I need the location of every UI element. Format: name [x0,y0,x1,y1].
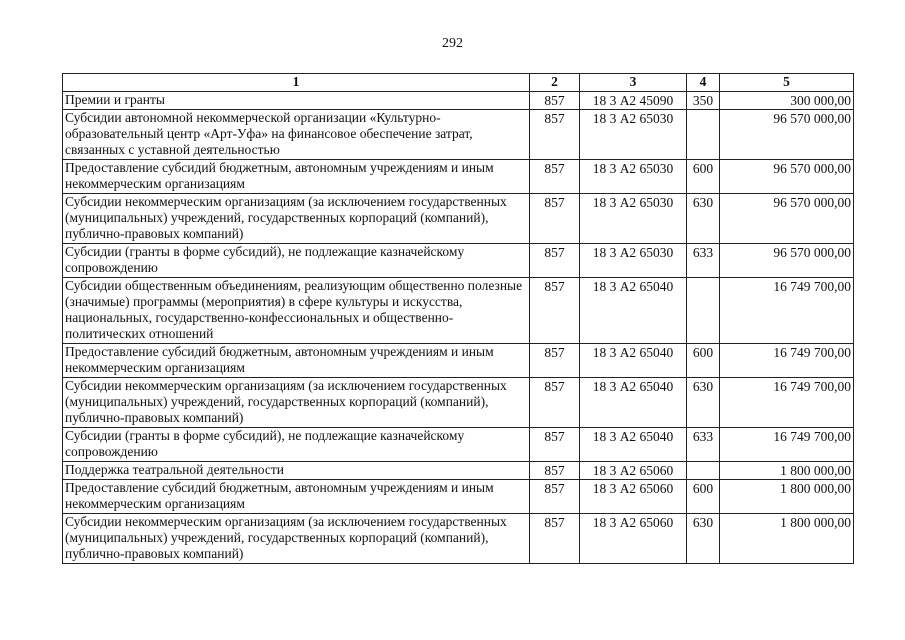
header-col-3: 3 [580,74,687,92]
row-code-cell: 857 [530,344,580,378]
row-article-cell: 18 3 А2 65060 [580,480,687,514]
row-code-cell: 857 [530,428,580,462]
row-type-cell: 350 [687,92,720,110]
row-name-cell: Премии и гранты [63,92,530,110]
row-amount-cell: 1 800 000,00 [720,514,854,564]
row-type-cell: 633 [687,428,720,462]
row-article-cell: 18 3 А2 65060 [580,462,687,480]
table-row [63,160,854,194]
row-code-cell: 857 [530,160,580,194]
row-name-cell: Субсидии некоммерческим организациям (за исключением государственных (муниципальных) учреждений, государственных корпораций (компаний), публично-правовых компаний) [63,514,530,564]
row-article-cell: 18 3 А2 65030 [580,110,687,160]
header-col-1: 1 [63,74,530,92]
row-type-cell: 630 [687,194,720,244]
row-article-cell: 18 3 А2 65030 [580,194,687,244]
row-code-cell: 857 [530,480,580,514]
row-article-cell: 18 3 А2 65060 [580,514,687,564]
row-code-cell: 857 [530,462,580,480]
row-type-cell: 633 [687,244,720,278]
row-amount-cell: 16 749 700,00 [720,278,854,344]
row-article-cell: 18 3 А2 65040 [580,344,687,378]
table-row [63,110,854,160]
row-amount-cell: 300 000,00 [720,92,854,110]
row-amount-cell: 96 570 000,00 [720,110,854,160]
table-row [63,378,854,428]
row-type-cell: 600 [687,480,720,514]
table-row [63,278,854,344]
row-amount-cell: 1 800 000,00 [720,462,854,480]
row-name-cell: Субсидии (гранты в форме субсидий), не подлежащие казначейскому сопровождению [63,244,530,278]
row-code-cell: 857 [530,378,580,428]
row-code-cell: 857 [530,110,580,160]
row-code-cell: 857 [530,514,580,564]
row-article-cell: 18 3 А2 45090 [580,92,687,110]
row-type-cell: 600 [687,160,720,194]
row-type-cell: 630 [687,514,720,564]
row-name-cell: Предоставление субсидий бюджетным, автономным учреждениям и иным некоммерческим организациям [63,344,530,378]
table-row [63,462,854,480]
row-code-cell: 857 [530,92,580,110]
row-name-cell: Предоставление субсидий бюджетным, автономным учреждениям и иным некоммерческим организациям [63,160,530,194]
budget-table [62,73,854,564]
table-row [63,514,854,564]
row-article-cell: 18 3 А2 65030 [580,244,687,278]
table-row [63,92,854,110]
row-code-cell: 857 [530,194,580,244]
row-article-cell: 18 3 А2 65040 [580,428,687,462]
row-code-cell: 857 [530,244,580,278]
row-amount-cell: 16 749 700,00 [720,378,854,428]
table-row [63,344,854,378]
row-article-cell: 18 3 А2 65040 [580,378,687,428]
table-row [63,244,854,278]
header-col-5: 5 [720,74,854,92]
row-amount-cell: 96 570 000,00 [720,194,854,244]
row-type-cell [687,110,720,160]
row-type-cell: 630 [687,378,720,428]
row-article-cell: 18 3 А2 65040 [580,278,687,344]
row-amount-cell: 16 749 700,00 [720,344,854,378]
row-type-cell [687,278,720,344]
row-name-cell: Субсидии некоммерческим организациям (за исключением государственных (муниципальных) учреждений, государственных корпораций (компаний), публично-правовых компаний) [63,194,530,244]
row-article-cell: 18 3 А2 65030 [580,160,687,194]
row-name-cell: Предоставление субсидий бюджетным, автономным учреждениям и иным некоммерческим организациям [63,480,530,514]
table-row [63,480,854,514]
table-header-row [63,74,854,92]
row-amount-cell: 96 570 000,00 [720,160,854,194]
row-name-cell: Субсидии (гранты в форме субсидий), не подлежащие казначейскому сопровождению [63,428,530,462]
header-col-2: 2 [530,74,580,92]
row-name-cell: Субсидии общественным объединениям, реализующим общественно полезные (значимые) программы (мероприятия) в сфере культуры и искусства, национальных, государственно-конфессиональных и общественно-политических отношений [63,278,530,344]
row-name-cell: Субсидии некоммерческим организациям (за исключением государственных (муниципальных) учреждений, государственных корпораций (компаний), публично-правовых компаний) [63,378,530,428]
row-type-cell: 600 [687,344,720,378]
row-code-cell: 857 [530,278,580,344]
row-name-cell: Субсидии автономной некоммерческой организации «Культурно-образовательный центр «Арт-Уфа» на финансовое обеспечение затрат, связанных с уставной деятельностью [63,110,530,160]
table-row [63,194,854,244]
row-type-cell [687,462,720,480]
page-number: 292 [442,36,463,51]
row-amount-cell: 16 749 700,00 [720,428,854,462]
header-col-4: 4 [687,74,720,92]
row-amount-cell: 1 800 000,00 [720,480,854,514]
row-amount-cell: 96 570 000,00 [720,244,854,278]
row-name-cell: Поддержка театральной деятельности [63,462,530,480]
table-row [63,428,854,462]
